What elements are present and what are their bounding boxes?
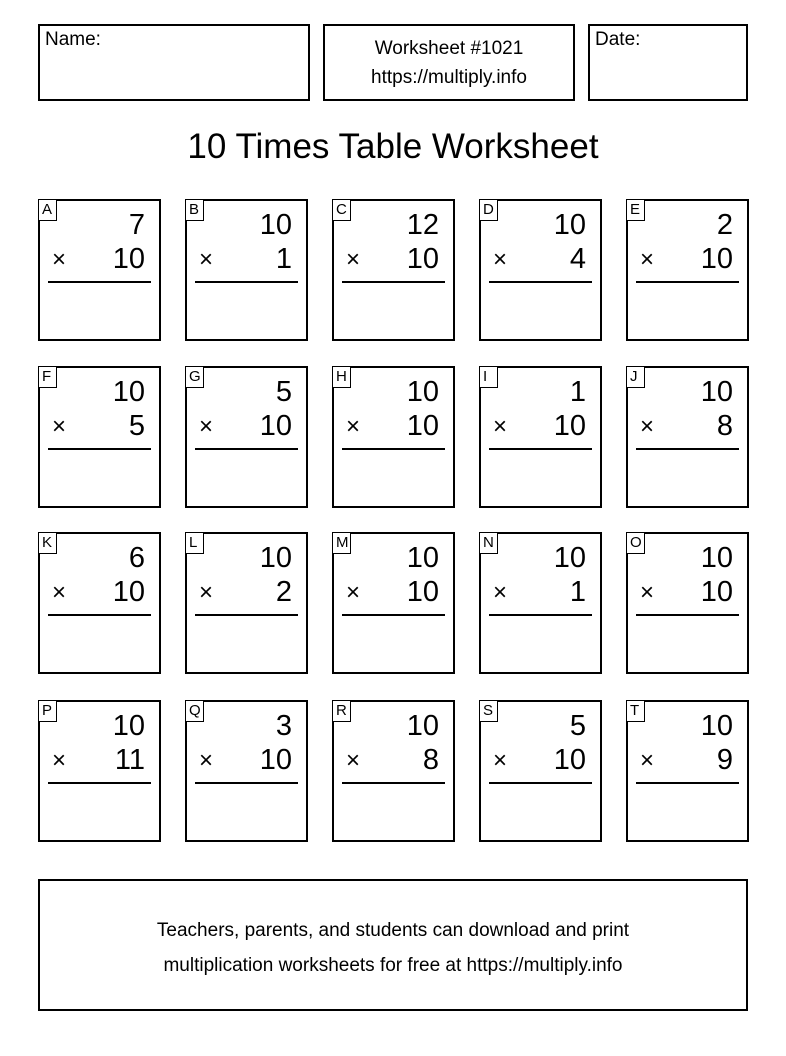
times-sign: × — [493, 246, 508, 273]
multiplicand: 5 — [569, 710, 586, 742]
problem-letter: M — [332, 532, 351, 554]
problem-card — [332, 366, 455, 508]
times-sign: × — [199, 579, 214, 606]
answer-line — [342, 448, 445, 450]
problem-letter: B — [185, 199, 204, 221]
multiplicand: 10 — [259, 542, 292, 574]
answer-line — [489, 782, 592, 784]
problem-card — [626, 532, 749, 674]
answer-line — [636, 782, 739, 784]
times-sign: × — [640, 246, 655, 273]
answer-line — [48, 281, 151, 283]
problem-letter: S — [479, 700, 498, 722]
footer-box — [38, 879, 748, 1011]
problem-card — [479, 700, 602, 842]
multiplicand: 10 — [259, 209, 292, 241]
multiplicand: 10 — [112, 710, 145, 742]
problem-card — [479, 366, 602, 508]
times-sign: × — [52, 579, 67, 606]
problem-letter: K — [38, 532, 57, 554]
multiplier: 10 — [259, 410, 292, 442]
answer-line — [342, 614, 445, 616]
problem-card — [185, 199, 308, 341]
times-sign: × — [346, 579, 361, 606]
page-title: 10 Times Table Worksheet — [187, 127, 599, 166]
multiplicand: 10 — [700, 710, 733, 742]
answer-line — [636, 281, 739, 283]
multiplicand: 1 — [569, 376, 586, 408]
answer-line — [489, 448, 592, 450]
multiplier: 2 — [275, 576, 292, 608]
multiplicand: 10 — [553, 542, 586, 574]
answer-line — [489, 614, 592, 616]
site-url: https://multiply.info — [371, 67, 527, 88]
times-sign: × — [493, 747, 508, 774]
times-sign: × — [52, 246, 67, 273]
problem-letter: H — [332, 366, 351, 388]
problem-card — [38, 532, 161, 674]
multiplier: 10 — [259, 744, 292, 776]
problem-card — [185, 532, 308, 674]
multiplier: 8 — [422, 744, 439, 776]
problem-letter: J — [626, 366, 645, 388]
multiplicand: 12 — [406, 209, 439, 241]
problem-card — [626, 700, 749, 842]
multiplier: 10 — [700, 243, 733, 275]
footer-line-2: multiplication worksheets for free at https://multiply.info — [163, 955, 623, 976]
multiplier: 10 — [406, 576, 439, 608]
date-label: Date: — [595, 29, 641, 50]
answer-line — [195, 614, 298, 616]
times-sign: × — [493, 579, 508, 606]
multiplier: 10 — [112, 576, 145, 608]
problem-card — [38, 199, 161, 341]
problem-card — [185, 700, 308, 842]
problem-card — [332, 199, 455, 341]
times-sign: × — [199, 747, 214, 774]
multiplier: 11 — [114, 744, 145, 776]
answer-line — [48, 614, 151, 616]
multiplicand: 7 — [128, 209, 145, 241]
problem-letter: T — [626, 700, 645, 722]
problem-letter: O — [626, 532, 645, 554]
worksheet-id: Worksheet #1021 — [374, 38, 524, 59]
problem-letter: A — [38, 199, 57, 221]
problem-letter: P — [38, 700, 57, 722]
answer-line — [636, 614, 739, 616]
multiplier: 1 — [569, 576, 586, 608]
times-sign: × — [346, 246, 361, 273]
multiplicand: 2 — [716, 209, 733, 241]
problem-letter: F — [38, 366, 57, 388]
problem-letter: Q — [185, 700, 204, 722]
times-sign: × — [640, 579, 655, 606]
problem-card — [38, 700, 161, 842]
times-sign: × — [346, 413, 361, 440]
answer-line — [489, 281, 592, 283]
multiplicand: 10 — [406, 542, 439, 574]
problem-letter: L — [185, 532, 204, 554]
problem-card — [185, 366, 308, 508]
answer-line — [195, 448, 298, 450]
multiplier: 10 — [112, 243, 145, 275]
multiplicand: 6 — [128, 542, 145, 574]
times-sign: × — [199, 246, 214, 273]
multiplicand: 10 — [700, 542, 733, 574]
times-sign: × — [640, 747, 655, 774]
multiplicand: 10 — [700, 376, 733, 408]
times-sign: × — [493, 413, 508, 440]
problem-letter: C — [332, 199, 351, 221]
answer-line — [342, 281, 445, 283]
problem-card — [38, 366, 161, 508]
answer-line — [636, 448, 739, 450]
multiplier: 9 — [716, 744, 733, 776]
problem-letter: N — [479, 532, 498, 554]
multiplicand: 3 — [275, 710, 292, 742]
multiplicand: 10 — [112, 376, 145, 408]
answer-line — [342, 782, 445, 784]
multiplier: 8 — [716, 410, 733, 442]
problem-card — [626, 366, 749, 508]
problem-card — [479, 199, 602, 341]
problem-letter: D — [479, 199, 498, 221]
multiplicand: 5 — [275, 376, 292, 408]
times-sign: × — [52, 413, 67, 440]
multiplicand: 10 — [406, 376, 439, 408]
multiplier: 1 — [275, 243, 292, 275]
answer-line — [195, 281, 298, 283]
problem-card — [479, 532, 602, 674]
times-sign: × — [640, 413, 655, 440]
problem-letter: E — [626, 199, 645, 221]
multiplier: 5 — [128, 410, 145, 442]
multiplier: 4 — [569, 243, 586, 275]
multiplicand: 10 — [553, 209, 586, 241]
name-label: Name: — [45, 29, 101, 50]
answer-line — [48, 782, 151, 784]
problem-letter: G — [185, 366, 204, 388]
footer-line-1: Teachers, parents, and students can download and print — [156, 920, 630, 941]
problem-letter: R — [332, 700, 351, 722]
answer-line — [48, 448, 151, 450]
multiplier: 10 — [700, 576, 733, 608]
problem-card — [332, 532, 455, 674]
multiplier: 10 — [553, 744, 586, 776]
problem-card — [626, 199, 749, 341]
problem-card — [332, 700, 455, 842]
multiplicand: 10 — [406, 710, 439, 742]
answer-line — [195, 782, 298, 784]
multiplier: 10 — [553, 410, 586, 442]
times-sign: × — [199, 413, 214, 440]
multiplier: 10 — [406, 243, 439, 275]
problem-letter: I — [479, 366, 498, 388]
times-sign: × — [52, 747, 67, 774]
multiplier: 10 — [406, 410, 439, 442]
times-sign: × — [346, 747, 361, 774]
